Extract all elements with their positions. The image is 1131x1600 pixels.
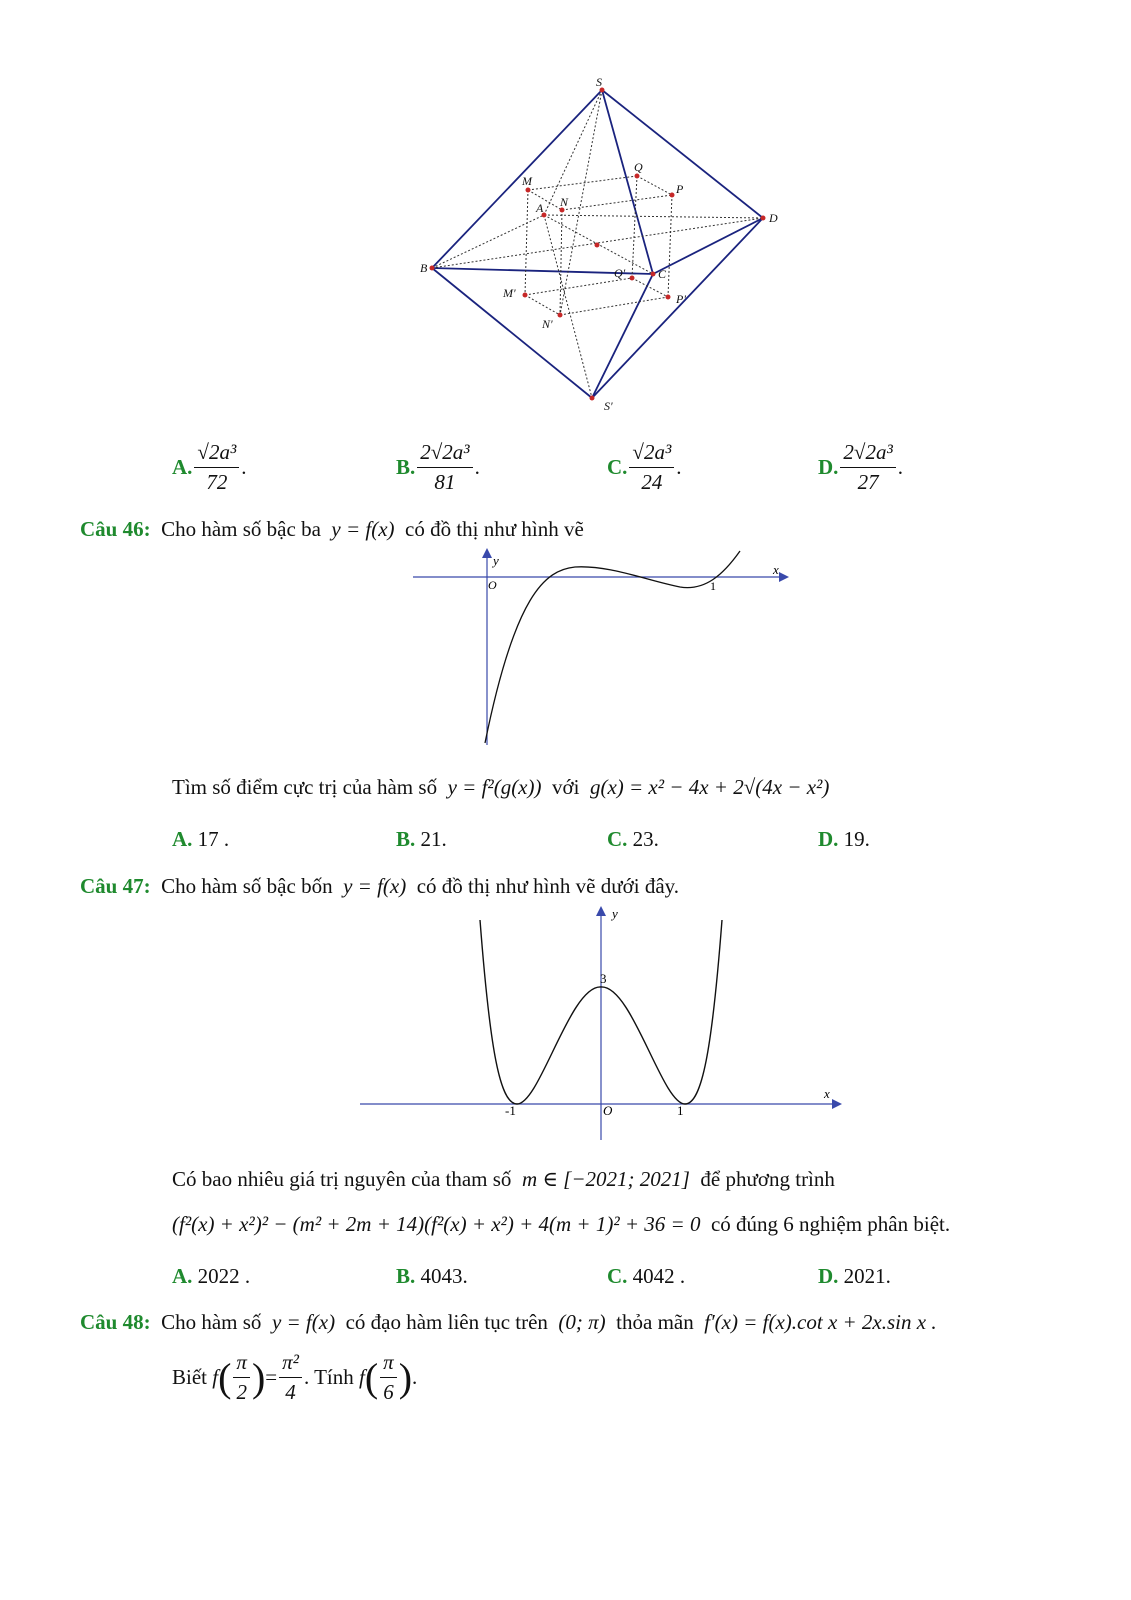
q45-figure bbox=[400, 70, 800, 415]
q48-label: Câu 48: bbox=[80, 1310, 151, 1334]
edge-SC bbox=[602, 90, 653, 274]
cubic-curve bbox=[485, 551, 740, 743]
q46-label: Câu 46: bbox=[80, 517, 151, 541]
q46-tick-1: 1 bbox=[710, 579, 716, 593]
q47-option-c[interactable]: C. 4042 . bbox=[607, 1264, 686, 1288]
q47-graph bbox=[355, 900, 850, 1145]
q46-option-a[interactable]: A. 17 . bbox=[172, 827, 230, 851]
edge-DSp bbox=[592, 218, 763, 398]
q46-intro: Câu 46: Cho hàm số bậc ba y = f(x) có đồ thị như hình vẽ bbox=[80, 517, 584, 541]
q47-intro: Câu 47: Cho hàm số bậc bốn y = f(x) có đồ thị như hình vẽ dưới đây. bbox=[80, 874, 680, 898]
q46-question: Tìm số điểm cực trị của hàm số y = f²(g(x)) với g(x) = x² − 4x + 2√(4x − x²) bbox=[172, 775, 830, 799]
q46-option-b[interactable]: B. 21. bbox=[396, 827, 447, 851]
q46-option-c[interactable]: C. 23. bbox=[607, 827, 659, 851]
label-Pp: P' bbox=[676, 292, 686, 306]
edge-CD bbox=[653, 218, 763, 274]
label-Sp: S' bbox=[604, 399, 613, 413]
q45-option-b[interactable]: B. $\frac{\text{2√2a³}}{81}$ . bbox=[396, 440, 480, 494]
edge-SB bbox=[432, 90, 602, 268]
label-S: S bbox=[596, 75, 602, 89]
label-M: M bbox=[522, 174, 532, 188]
q47-equation-line: (f²(x) + x²)² − (m² + 2m + 14)(f²(x) + x²) + 4(m + 1)² + 36 = 0 có đúng 6 nghiệm phân biệt. bbox=[172, 1212, 951, 1236]
label-Q: Q bbox=[634, 160, 643, 174]
q45-option-a[interactable]: A. $\frac{\text{√2a³}}{72}$ . bbox=[172, 440, 247, 494]
label-D: D bbox=[769, 211, 778, 225]
q47-tick-1: 1 bbox=[677, 1103, 684, 1118]
edge-CSp bbox=[592, 274, 653, 398]
q47-label: Câu 47: bbox=[80, 874, 151, 898]
q46-graph bbox=[405, 545, 800, 750]
q47-equation: (f²(x) + x²)² − (m² + 2m + 14)(f²(x) + x²) + 4(m + 1)² + 36 = 0 bbox=[172, 1212, 701, 1236]
edge-SD bbox=[602, 90, 763, 218]
q48-intro: Câu 48: Cho hàm số y = f(x) có đạo hàm liên tục trên (0; π) thỏa mãn f′(x) = f(x).cot x + 2x.sin x . bbox=[80, 1310, 937, 1334]
label-P: P bbox=[676, 182, 684, 196]
q47-option-b[interactable]: B. 4043. bbox=[396, 1264, 468, 1288]
q47-tick-3: 3 bbox=[600, 971, 607, 986]
q47-option-d[interactable]: D. 2021. bbox=[818, 1264, 891, 1288]
q47-tick-minus1: -1 bbox=[505, 1103, 516, 1118]
label-N: N bbox=[560, 195, 569, 209]
q47-origin-label: O bbox=[603, 1103, 613, 1118]
q47-line1: Có bao nhiêu giá trị nguyên của tham số m ∈ [−2021; 2021] để phương trình bbox=[172, 1167, 835, 1191]
q48-line2: Biết f ( $\frac{\pi}{2}$ ) = $\frac{\text{π²}}{4}$ . Tính f ( $\frac{\pi}{6}$ ) . bbox=[172, 1350, 418, 1404]
label-Qp: Q' bbox=[614, 266, 626, 280]
label-Mp: M' bbox=[503, 286, 516, 300]
q46-option-d[interactable]: D. 19. bbox=[818, 827, 870, 851]
q47-x-label: x bbox=[824, 1086, 830, 1101]
q47-y-label: y bbox=[612, 906, 618, 921]
q46-y-label: y bbox=[493, 553, 499, 568]
q46-x-label: x bbox=[773, 562, 779, 577]
label-C: C bbox=[658, 267, 667, 281]
q45-option-d[interactable]: D. $\frac{\text{2√2a³}}{27}$ . bbox=[818, 440, 903, 494]
label-B: B bbox=[420, 261, 428, 275]
q46-origin-label: O bbox=[488, 578, 497, 592]
q45-option-c[interactable]: C. $\frac{\text{√2a³}}{24}$ . bbox=[607, 440, 682, 494]
label-Np: N' bbox=[542, 317, 553, 331]
label-A: A bbox=[536, 201, 544, 215]
q47-option-a[interactable]: A. 2022 . bbox=[172, 1264, 251, 1288]
